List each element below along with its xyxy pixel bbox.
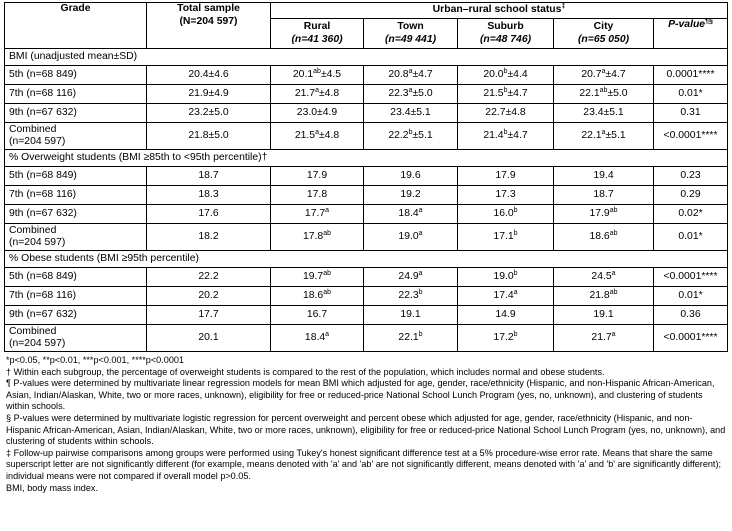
grade-cell: 7th (n=68 116)	[5, 287, 147, 306]
grade-cell: 5th (n=68 849)	[5, 66, 147, 85]
grade-cell: Combined (n=204 597)	[5, 325, 147, 352]
suburb-cell: 20.0$^b$±4.4	[458, 66, 554, 85]
table-row	[5, 325, 728, 352]
grade-cell: 9th (n=67 632)	[5, 104, 147, 123]
suburb-cell: 19.0$^b$	[458, 268, 554, 287]
table-row	[5, 224, 728, 251]
total-cell: 21.8±5.0	[147, 123, 271, 150]
section-header-row	[5, 49, 728, 66]
rural-cell: 20.1$^{ab}$±4.5	[271, 66, 364, 85]
table-row	[5, 66, 728, 85]
total-cell: 20.1	[147, 325, 271, 352]
suburb-cell: 17.9	[458, 167, 554, 186]
table-row	[5, 306, 728, 325]
rural-cell: 21.7$^a$±4.8	[271, 85, 364, 104]
grade-cell: 5th (n=68 849)	[5, 268, 147, 287]
suburb-header: Suburb (n=48 746)	[458, 19, 554, 49]
city-cell: 19.4	[554, 167, 654, 186]
p-value-cell: 0.02*	[654, 205, 728, 224]
suburb-cell: 21.5$^b$±4.7	[458, 85, 554, 104]
town-cell: 22.3$^a$±5.0	[364, 85, 458, 104]
suburb-cell: 17.4$^a$	[458, 287, 554, 306]
footnote: † Within each subgroup, the percentage of overweight students is compared to the rest of the population, which includes normal and obese students.	[6, 366, 605, 377]
total-cell: 23.2±5.0	[147, 104, 271, 123]
p-value-cell: <0.0001****	[654, 268, 728, 287]
town-cell: 19.2	[364, 186, 458, 205]
suburb-cell: 16.0$^b$	[458, 205, 554, 224]
total-cell: 20.4±4.6	[147, 66, 271, 85]
table-notes	[4, 355, 727, 494]
rural-cell: 17.7$^a$	[271, 205, 364, 224]
table-row	[5, 186, 728, 205]
suburb-cell: 17.2$^b$	[458, 325, 554, 352]
grade-cell: 9th (n=67 632)	[5, 306, 147, 325]
city-cell: 21.7$^a$	[554, 325, 654, 352]
city-cell: 22.1$^{ab}$±5.0	[554, 85, 654, 104]
section-header-row	[5, 150, 728, 167]
section-header-row	[5, 251, 728, 268]
grade-cell: 5th (n=68 849)	[5, 167, 147, 186]
rural-cell: 16.7	[271, 306, 364, 325]
suburb-cell: 17.3	[458, 186, 554, 205]
town-cell: 20.8$^a$±4.7	[364, 66, 458, 85]
table-row	[5, 268, 728, 287]
city-cell: 22.1$^a$±5.1	[554, 123, 654, 150]
section-title: BMI (unadjusted mean±SD)	[5, 49, 728, 66]
rural-cell: 19.7$^{ab}$	[271, 268, 364, 287]
table-figure	[4, 2, 727, 494]
town-cell: 23.4±5.1	[364, 104, 458, 123]
rural-cell: 21.5$^a$±4.8	[271, 123, 364, 150]
city-cell: 24.5$^a$	[554, 268, 654, 287]
total-cell: 18.2	[147, 224, 271, 251]
urban-rural-header: Urban–rural school status‡	[271, 3, 728, 19]
table-row	[5, 167, 728, 186]
p-value-cell: 0.31	[654, 104, 728, 123]
table-header	[5, 3, 728, 49]
grade-cell: Combined (n=204 597)	[5, 224, 147, 251]
suburb-cell: 14.9	[458, 306, 554, 325]
footnote: BMI, body mass index.	[6, 482, 98, 493]
suburb-cell: 17.1$^b$	[458, 224, 554, 251]
total-cell: 20.2	[147, 287, 271, 306]
rural-cell: 18.4$^a$	[271, 325, 364, 352]
town-cell: 22.1$^b$	[364, 325, 458, 352]
city-cell: 20.7$^a$±4.7	[554, 66, 654, 85]
grade-cell: Combined (n=204 597)	[5, 123, 147, 150]
total-cell: 17.6	[147, 205, 271, 224]
town-cell: 19.0$^a$	[364, 224, 458, 251]
table-row	[5, 104, 728, 123]
total-cell: 18.7	[147, 167, 271, 186]
suburb-cell: 22.7±4.8	[458, 104, 554, 123]
rural-header: Rural (n=41 360)	[271, 19, 364, 49]
p-value-cell: 0.01*	[654, 85, 728, 104]
rural-cell: 17.9	[271, 167, 364, 186]
total-cell: 21.9±4.9	[147, 85, 271, 104]
table-row	[5, 205, 728, 224]
table-body	[5, 49, 728, 352]
total-cell: 18.3	[147, 186, 271, 205]
total-cell: 17.7	[147, 306, 271, 325]
p-value-cell: 0.23	[654, 167, 728, 186]
rural-cell: 18.6$^{ab}$	[271, 287, 364, 306]
table-row	[5, 123, 728, 150]
city-header: City (n=65 050)	[554, 19, 654, 49]
grade-header: Grade	[5, 3, 147, 49]
grade-cell: 7th (n=68 116)	[5, 85, 147, 104]
footnote: ‡ Follow-up pairwise comparisons among groups were performed using Tukey's honest significant difference test at a 5% procedure-wise error rate. Means that share the same superscript letter are not significantly different (for example, means denoted with 'a' and 'ab' are not significantly different, means denoted with 'a' and 'b' are significantly different); individual means were not compared if overall model p>0.05.	[6, 447, 722, 481]
total-sample-header: Total sample (N=204 597)	[147, 3, 271, 49]
rural-cell: 17.8	[271, 186, 364, 205]
grade-cell: 7th (n=68 116)	[5, 186, 147, 205]
town-cell: 24.9$^a$	[364, 268, 458, 287]
total-cell: 22.2	[147, 268, 271, 287]
town-cell: 19.1	[364, 306, 458, 325]
town-header: Town (n=49 441)	[364, 19, 458, 49]
p-value-cell: 0.36	[654, 306, 728, 325]
grade-cell: 9th (n=67 632)	[5, 205, 147, 224]
rural-cell: 17.8$^{ab}$	[271, 224, 364, 251]
p-value-cell: 0.01*	[654, 224, 728, 251]
section-title: % Overweight students (BMI ≥85th to <95th percentile)†	[5, 150, 728, 167]
town-cell: 18.4$^a$	[364, 205, 458, 224]
rural-cell: 23.0±4.9	[271, 104, 364, 123]
footnote: ¶ P-values were determined by multivariate linear regression models for mean BMI which adjusted for age, gender, race/ethnicity (Hispanic, and non-Hispanic African-American, Asian, Indian/Alaskan, White, two or more races, unknown), eligibility for free or reduced-price National School Lunch Program (yes, no, unknown), and clustering of students within schools.	[6, 378, 715, 412]
town-cell: 22.2$^b$±5.1	[364, 123, 458, 150]
table-row	[5, 287, 728, 306]
city-cell: 23.4±5.1	[554, 104, 654, 123]
p-value-cell: <0.0001****	[654, 325, 728, 352]
suburb-cell: 21.4$^b$±4.7	[458, 123, 554, 150]
footnote: § P-values were determined by multivariate logistic regression for percent overweight and percent obese which adjusted for age, gender, race/ethnicity (Hispanic, and non-Hispanic African-American, Asian, Indian/Alaskan, White, two or more races, unknown), eligibility for free or reduced-price National School Lunch Program (yes, no, unknown), and clustering of students within schools.	[6, 412, 726, 447]
footnote: *p<0.05, **p<0.01, ***p<0.001, ****p<0.0001	[6, 355, 184, 365]
p-value-header: P-value¶§	[654, 19, 728, 49]
section-title: % Obese students (BMI ≥95th percentile)	[5, 251, 728, 268]
bmi-table	[4, 2, 728, 352]
p-value-cell: 0.29	[654, 186, 728, 205]
city-cell: 21.8$^{ab}$	[554, 287, 654, 306]
city-cell: 18.6$^{ab}$	[554, 224, 654, 251]
table-row	[5, 85, 728, 104]
city-cell: 19.1	[554, 306, 654, 325]
p-value-cell: 0.01*	[654, 287, 728, 306]
p-value-cell: 0.0001****	[654, 66, 728, 85]
city-cell: 18.7	[554, 186, 654, 205]
p-value-cell: <0.0001****	[654, 123, 728, 150]
town-cell: 22.3$^b$	[364, 287, 458, 306]
city-cell: 17.9$^{ab}$	[554, 205, 654, 224]
town-cell: 19.6	[364, 167, 458, 186]
